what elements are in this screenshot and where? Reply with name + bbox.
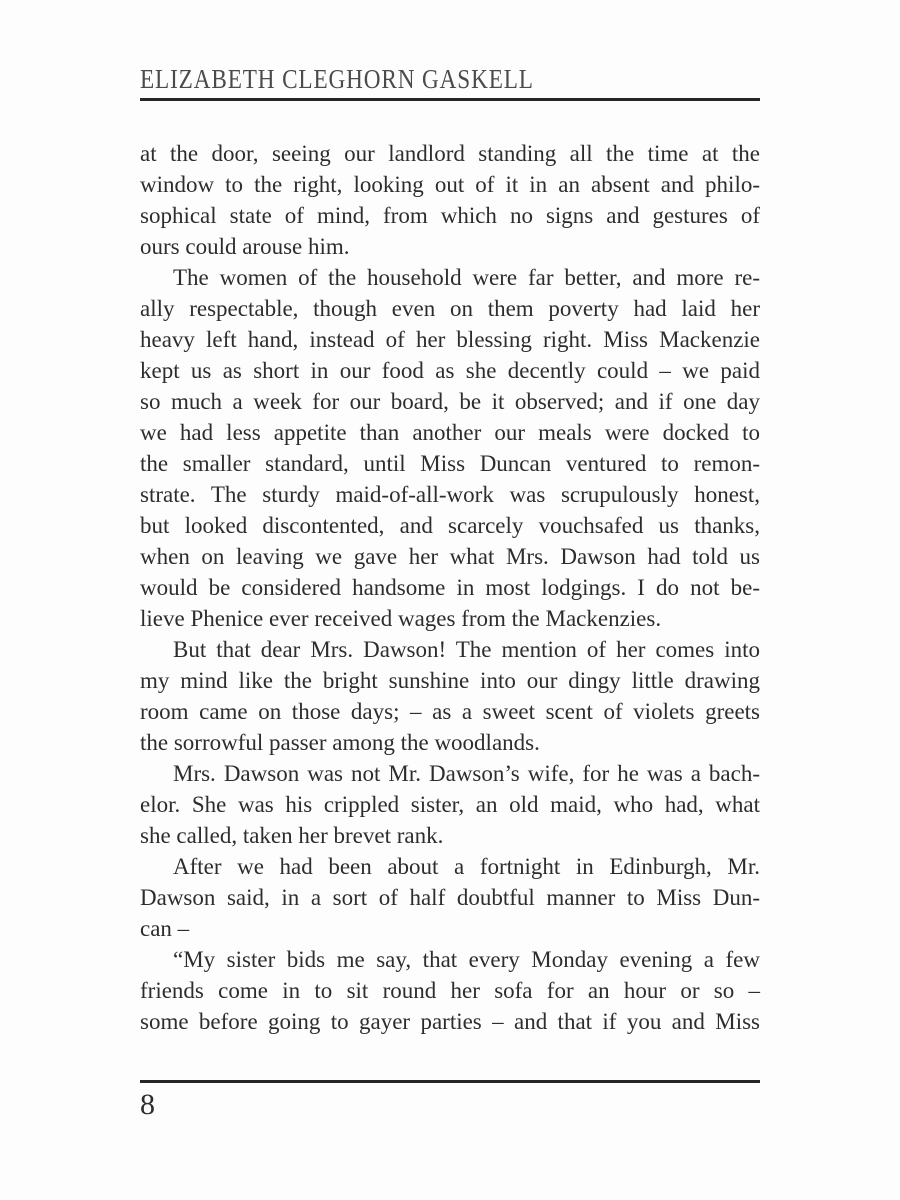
text-line: so much a week for our board, be it observed; and if one day <box>140 389 760 414</box>
author-title: ELIZABETH CLEGHORN GASKELL <box>140 64 534 94</box>
text-line: she called, taken her brevet rank. <box>140 823 444 848</box>
text-line: Mrs. Dawson was not Mr. Dawson’s wife, for he was a bach- <box>173 761 760 786</box>
text-line: we had less appetite than another our meals were docked to <box>140 420 760 445</box>
text-line: But that dear Mrs. Dawson! The mention of her comes into <box>173 637 760 662</box>
paragraph <box>140 944 760 1037</box>
text-line: at the door, seeing our landlord standing all the time at the <box>140 141 760 166</box>
header-rule <box>140 98 760 101</box>
text-line: room came on those days; – as a sweet scent of violets greets <box>140 699 760 724</box>
paragraph <box>140 851 760 944</box>
paragraph <box>140 138 760 262</box>
text-line: Dawson said, in a sort of half doubtful manner to Miss Dun- <box>140 885 760 910</box>
text-line: but looked discontented, and scarcely vouchsafed us thanks, <box>140 513 760 538</box>
text-line: when on leaving we gave her what Mrs. Dawson had told us <box>140 544 760 569</box>
text-line: friends come in to sit round her sofa for an hour or so – <box>140 978 760 1003</box>
text-line: my mind like the bright sunshine into our dingy little drawing <box>140 668 760 693</box>
text-line: some before going to gayer parties – and that if you and Miss <box>140 1009 760 1034</box>
text-line: the sorrowful passer among the woodlands. <box>140 730 540 755</box>
page-number: 8 <box>140 1088 155 1121</box>
text-line: sophical state of mind, from which no signs and gestures of <box>140 203 760 228</box>
text-line: the smaller standard, until Miss Duncan ventured to remon- <box>140 451 760 476</box>
text-line: lieve Phenice ever received wages from the Mackenzies. <box>140 606 662 631</box>
page-body <box>140 138 760 1037</box>
text-line: ally respectable, though even on them poverty had laid her <box>140 296 760 321</box>
text-line: The women of the household were far better, and more re- <box>173 265 760 290</box>
running-header <box>140 64 760 94</box>
text-line: would be considered handsome in most lodgings. I do not be- <box>140 575 760 600</box>
text-line: kept us as short in our food as she decently could – we paid <box>140 358 760 383</box>
footer-rule <box>140 1080 760 1083</box>
paragraph <box>140 758 760 851</box>
text-line: heavy left hand, instead of her blessing right. Miss Mackenzie <box>140 327 760 352</box>
text-line: ours could arouse him. <box>140 234 350 259</box>
text-line: After we had been about a fortnight in Edinburgh, Mr. <box>173 854 760 879</box>
paragraph <box>140 634 760 758</box>
text-line: strate. The sturdy maid-of-all-work was scrupulously honest, <box>140 482 760 507</box>
text-line: “My sister bids me say, that every Monday evening a few <box>173 947 760 972</box>
text-line: window to the right, looking out of it in an absent and philo- <box>140 172 760 197</box>
text-line: can – <box>140 916 190 941</box>
paragraph <box>140 262 760 634</box>
text-line: elor. She was his crippled sister, an old maid, who had, what <box>140 792 760 817</box>
